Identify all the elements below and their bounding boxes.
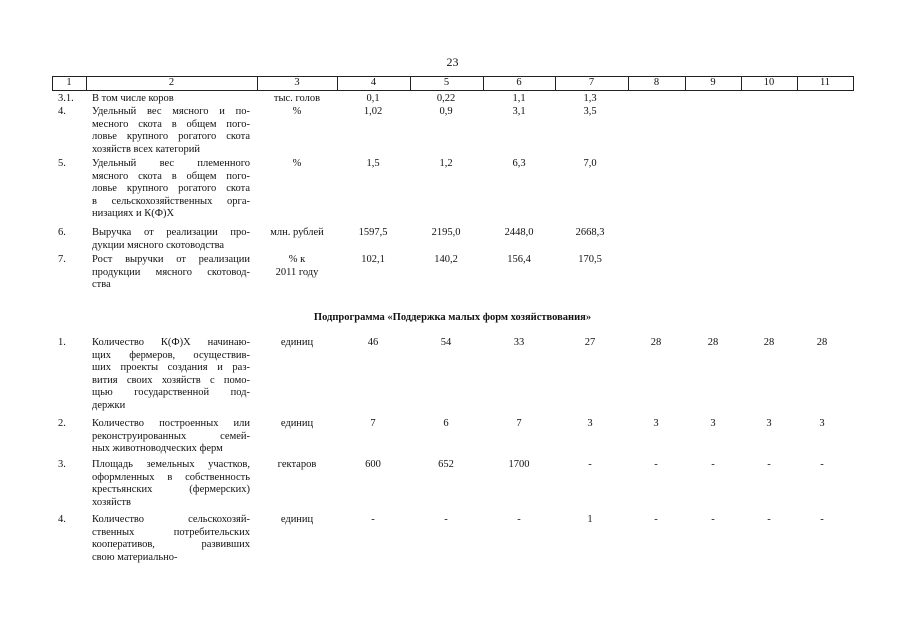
description-line: ства (92, 279, 111, 291)
row-description (92, 337, 250, 413)
header-column-8: 8 (653, 77, 660, 88)
value-col-6: 2448,0 (504, 227, 534, 238)
description-line: ших проекты создания и раз- (92, 362, 250, 374)
value-col-5: 0,22 (436, 93, 456, 104)
description-line: ловье крупного рогатого скота (92, 183, 250, 195)
value-col-4: 102,1 (361, 254, 385, 265)
value-col-6: 3,1 (512, 106, 526, 117)
description-line: продукции мясного скотовод- (92, 266, 250, 278)
value-col-5: 6 (443, 418, 449, 429)
value-col-8: 28 (650, 337, 662, 348)
value-col-10: 3 (766, 418, 772, 429)
value-col-7: 3 (587, 418, 593, 429)
row-unit (257, 459, 337, 472)
description-line: хозяйств (92, 496, 131, 508)
value-col-9: 28 (707, 337, 719, 348)
value-col-5: 2195,0 (431, 227, 461, 238)
value-col-10: - (767, 514, 771, 525)
value-col-4: 1,5 (366, 158, 380, 169)
row-description (92, 93, 250, 106)
description-line: Удельный вес племенного (92, 158, 250, 169)
value-col-6: 33 (513, 337, 525, 348)
header-column-10: 10 (763, 77, 775, 88)
row-number: 2. (58, 418, 66, 429)
description-line: В том числе коров (92, 93, 174, 104)
value-col-9: 3 (710, 418, 716, 429)
value-col-11: 28 (816, 337, 828, 348)
row-number: 3.1. (58, 93, 74, 104)
value-col-7: 2668,3 (575, 227, 605, 238)
value-col-10: - (767, 459, 771, 470)
description-line: щих фермеров, осуществив- (92, 349, 250, 361)
description-line: в сельскохозяйственных орга- (92, 195, 250, 207)
unit-line: единиц (280, 418, 314, 429)
description-line: месного скота в общем пого- (92, 118, 250, 130)
row-description (92, 418, 250, 456)
value-col-7: 7,0 (583, 158, 597, 169)
value-col-7: 1 (587, 514, 593, 525)
value-col-6: 6,3 (512, 158, 526, 169)
value-col-5: - (444, 514, 448, 525)
value-col-7: 3,5 (583, 106, 597, 117)
description-line: реконструированных семей- (92, 430, 250, 442)
row-unit (257, 106, 337, 119)
row-description (92, 227, 250, 252)
value-col-7: 170,5 (578, 254, 602, 265)
header-bottom-rule (52, 90, 853, 91)
unit-line: 2011 году (275, 266, 319, 278)
header-column-divider (853, 76, 854, 91)
value-col-7: 1,3 (583, 93, 597, 104)
row-unit (257, 93, 337, 106)
value-col-6: 1700 (508, 459, 530, 470)
row-number: 4. (58, 514, 66, 525)
row-description (92, 254, 250, 292)
value-col-9: - (711, 459, 715, 470)
header-column-2: 2 (168, 77, 175, 88)
row-number: 7. (58, 254, 66, 265)
row-description (92, 459, 250, 509)
value-col-5: 0,9 (439, 106, 453, 117)
value-col-7: 27 (584, 337, 596, 348)
description-line: свою материально- (92, 551, 178, 563)
description-line: Удельный вес мясного и по- (92, 106, 250, 117)
description-line: Площадь земельных участков, (92, 459, 250, 470)
value-col-8: - (654, 514, 658, 525)
value-col-4: 7 (370, 418, 376, 429)
header-column-5: 5 (443, 77, 450, 88)
value-col-5: 54 (440, 337, 452, 348)
row-number: 5. (58, 158, 66, 169)
description-line: ных животноводческих ферм (92, 443, 223, 455)
value-col-8: 3 (653, 418, 659, 429)
description-line: низациях и К(Ф)Х (92, 208, 175, 220)
row-number: 6. (58, 227, 66, 238)
unit-line: единиц (280, 514, 314, 525)
value-col-4: 1597,5 (358, 227, 388, 238)
description-line: Количество построенных или (92, 418, 250, 429)
value-col-7: - (588, 459, 592, 470)
row-unit (257, 337, 337, 350)
description-line: Количество К(Ф)Х начинаю- (92, 337, 250, 348)
header-column-4: 4 (370, 77, 377, 88)
row-unit (257, 514, 337, 527)
unit-line: % к (288, 254, 306, 265)
value-col-8: - (654, 459, 658, 470)
value-col-4: - (371, 514, 375, 525)
value-col-6: 156,4 (507, 254, 531, 265)
description-line: дукции мясного скотоводства (92, 239, 225, 251)
description-line: Количество сельскохозяй- (92, 514, 250, 525)
description-line: держки (92, 399, 126, 411)
unit-line: гектаров (277, 459, 317, 470)
row-unit (257, 418, 337, 431)
row-unit (257, 254, 337, 279)
description-line: Выручка от реализации про- (92, 227, 250, 238)
header-column-3: 3 (294, 77, 300, 88)
value-col-4: 600 (365, 459, 381, 470)
header-column-9: 9 (710, 77, 716, 88)
value-col-4: 0,1 (366, 93, 380, 104)
description-line: крестьянских (фермерских) (92, 484, 250, 496)
section-title: Подпрограмма «Поддержка малых форм хозяйствования» (313, 312, 592, 323)
unit-line: единиц (280, 337, 314, 348)
description-line: ственных потребительских (92, 526, 250, 538)
value-col-11: - (820, 459, 824, 470)
value-col-11: 3 (819, 418, 825, 429)
row-number: 1. (58, 337, 66, 348)
value-col-11: - (820, 514, 824, 525)
row-unit (257, 158, 337, 171)
description-line: ловье крупного рогатого скота (92, 131, 250, 143)
header-column-11: 11 (819, 77, 831, 88)
value-col-5: 1,2 (439, 158, 453, 169)
description-line: мясного скота в общем пого- (92, 170, 250, 182)
value-col-6: 1,1 (512, 93, 526, 104)
row-number: 4. (58, 106, 66, 117)
value-col-10: 28 (763, 337, 775, 348)
unit-line: % (292, 158, 302, 169)
value-col-4: 46 (367, 337, 379, 348)
header-column-6: 6 (516, 77, 522, 88)
unit-line: млн. рублей (270, 227, 324, 238)
value-col-9: - (711, 514, 715, 525)
header-column-7: 7 (588, 77, 595, 88)
page-number: 23 (446, 55, 459, 69)
description-line: Рост выручки от реализации (92, 254, 250, 265)
header-column-1: 1 (66, 77, 72, 88)
value-col-5: 140,2 (434, 254, 458, 265)
unit-line: тыс. голов (273, 93, 321, 104)
value-col-6: 7 (516, 418, 522, 429)
unit-line: % (292, 106, 302, 117)
value-col-6: - (517, 514, 521, 525)
value-col-5: 652 (438, 459, 454, 470)
row-description (92, 158, 250, 221)
row-description (92, 106, 250, 156)
description-line: оформленных в собственность (92, 471, 250, 483)
value-col-4: 1,02 (363, 106, 383, 117)
row-description (92, 514, 250, 564)
description-line: кооперативов, развивших (92, 539, 250, 551)
description-line: щью государственной под- (92, 387, 250, 399)
row-number: 3. (58, 459, 66, 470)
description-line: вития своих хозяйств с помо- (92, 374, 250, 386)
description-line: хозяйств всех категорий (92, 143, 200, 155)
row-unit (257, 227, 337, 240)
